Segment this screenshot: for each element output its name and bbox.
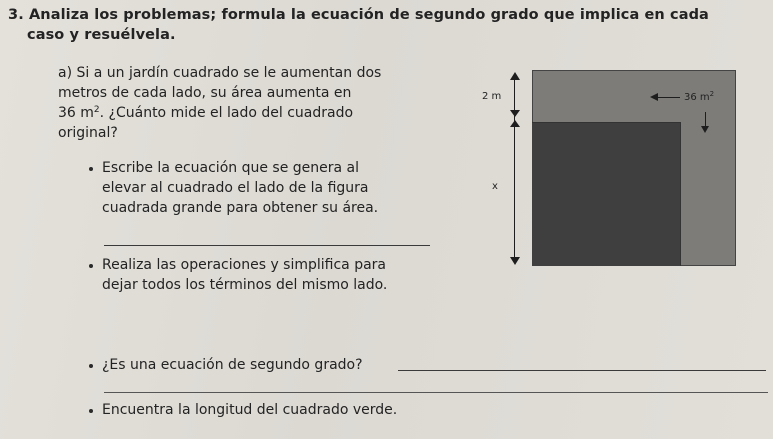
problem-a-line3 [58,106,353,120]
inner-square [532,122,681,266]
exercise-title-line1: 3. Analiza los problemas; formula la ecuación de segundo grado que implica en cada [8,7,709,23]
bullet-dot-2 [89,264,93,268]
bullet-1-line3: cuadrada grande para obtener su área. [102,200,379,216]
bullet-3-text: ¿Es una ecuación de segundo grado? [102,357,363,373]
area-arrow-line [658,97,680,98]
arrow-down-mid-icon [510,110,520,117]
arrow-down-area-icon [701,126,709,133]
arrow-down-bottom-icon [510,257,520,265]
answer-line-3[interactable] [398,370,766,371]
label-2m: 2 m [482,91,502,102]
exercise-title-line2: caso y resuélvela. [27,27,176,43]
problem-a-line2: metros de cada lado, su área aumenta en [58,85,352,101]
problem-a-line4: original? [58,125,118,141]
bullet-2-line1: Realiza las operaciones y simplifica para [102,257,387,273]
arrow-up-top-icon [510,72,520,80]
answer-line-1[interactable] [104,245,430,246]
bullet-dot-4 [89,409,93,413]
answer-line-3b[interactable] [104,392,768,393]
problem-a-question: . ¿Cuánto mide el lado del cuadrado [99,105,354,121]
garden-figure [470,70,750,270]
area-exponent: 2 [93,105,100,115]
bullet-1-line1: Escribe la ecuación que se genera al [102,160,360,176]
arrow-up-mid-icon [510,120,520,127]
bullet-2-line2: dejar todos los términos del mismo lado. [102,277,388,293]
bullet-dot-3 [89,364,93,368]
area-arrow-down-line [705,112,706,126]
label-area: 36 $m^2$ [684,90,715,103]
bullet-1-line2: elevar al cuadrado el lado de la figura [102,180,369,196]
area-value: 36 m [58,105,94,121]
problem-a-line1: a) Si a un jardín cuadrado se le aumentan dos [58,65,382,81]
dimension-line-vertical [514,78,515,260]
bullet-dot-1 [89,167,93,171]
label-x: x [492,181,498,192]
bullet-4-text: Encuentra la longitud del cuadrado verde. [102,402,398,418]
arrow-left-icon [650,93,658,101]
